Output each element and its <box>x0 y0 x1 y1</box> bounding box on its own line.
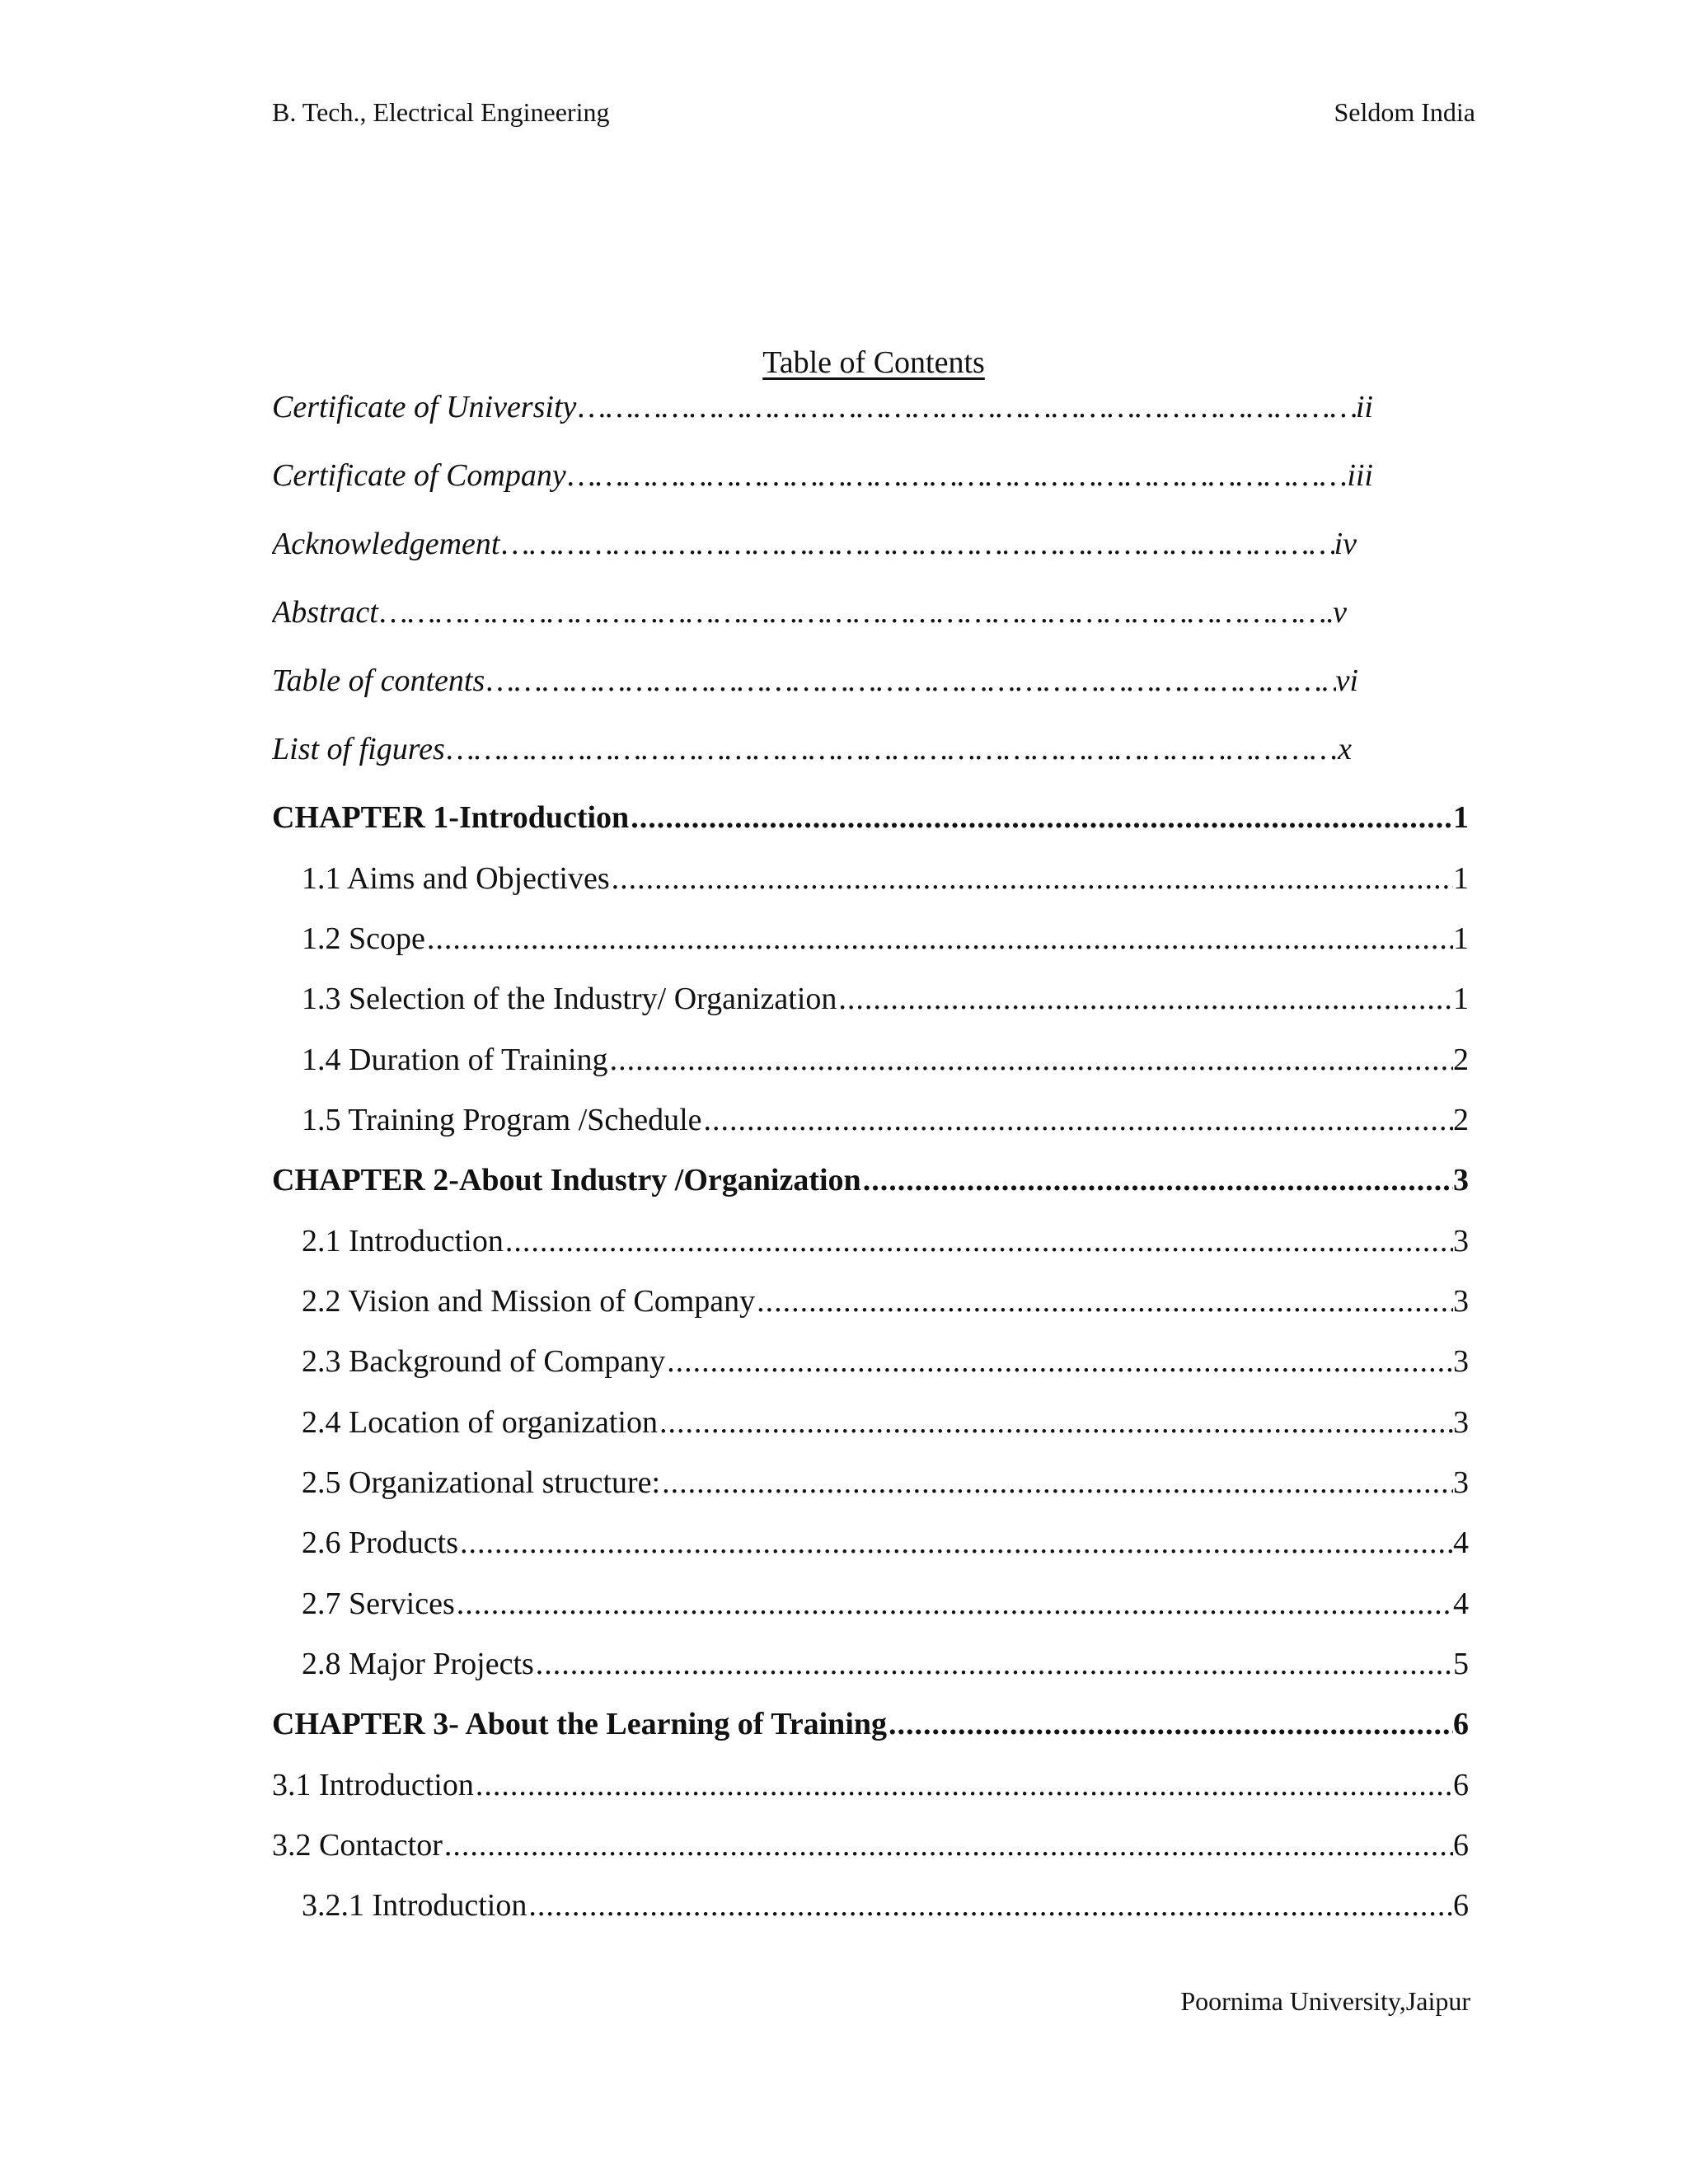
toc-entry-page: x <box>1338 732 1352 766</box>
dot-leader <box>608 1042 1453 1078</box>
toc-entry-label: Certificate of Company <box>272 458 566 493</box>
toc-entry-1-1[interactable] <box>302 860 1469 907</box>
toc-entry-2-6[interactable] <box>302 1525 1469 1571</box>
dot-leader <box>425 921 1453 957</box>
toc-entry-page: 3 <box>1453 1405 1469 1440</box>
toc-entry-page: 6 <box>1453 1828 1469 1863</box>
toc-entry-1-2[interactable] <box>302 921 1469 967</box>
toc-entry-label: 2.4 Location of organization <box>302 1405 658 1440</box>
dot-leader <box>499 526 1334 562</box>
toc-entry-label: CHAPTER 2-About Industry /Organization <box>272 1163 861 1197</box>
dot-leader <box>610 860 1453 897</box>
toc-entry-list-of-figures[interactable] <box>272 731 1352 777</box>
toc-entry-1-5[interactable] <box>302 1102 1469 1148</box>
toc-entry-2-5[interactable] <box>302 1465 1469 1511</box>
toc-entry-acknowledgement[interactable] <box>272 526 1357 572</box>
toc-entry-abstract[interactable] <box>272 594 1347 640</box>
toc-entry-page: 4 <box>1453 1526 1469 1560</box>
dot-leader <box>378 594 1333 630</box>
toc-entry-2-8[interactable] <box>302 1646 1469 1692</box>
dot-leader <box>861 1162 1453 1198</box>
dot-leader <box>629 799 1453 836</box>
toc-entry-2-3[interactable] <box>302 1343 1469 1390</box>
toc-entry-certificate-company[interactable] <box>272 457 1373 504</box>
toc-entry-2-2[interactable] <box>302 1283 1469 1329</box>
toc-entry-label: 1.4 Duration of Training <box>302 1043 608 1077</box>
toc-entry-page: 2 <box>1453 1043 1469 1077</box>
toc-entry-page: 2 <box>1453 1103 1469 1137</box>
toc-entry-table-of-contents[interactable] <box>272 663 1358 709</box>
dot-leader <box>658 1404 1453 1441</box>
toc-entry-label: 3.2.1 Introduction <box>302 1888 528 1923</box>
dot-leader <box>504 1223 1453 1259</box>
toc-entry-1-4[interactable] <box>302 1042 1469 1088</box>
toc-entry-label: 1.2 Scope <box>302 921 425 956</box>
toc-chapter-1[interactable] <box>272 799 1469 846</box>
toc-entry-page: vi <box>1335 663 1358 698</box>
toc-title: Table of Contents <box>762 345 985 380</box>
toc-entry-page: 1 <box>1453 982 1469 1016</box>
toc-entry-label: 1.3 Selection of the Industry/ Organization <box>302 982 837 1016</box>
dot-leader <box>527 1887 1453 1924</box>
toc-entry-page: 6 <box>1453 1768 1469 1802</box>
toc-entry-label: 2.8 Major Projects <box>302 1647 534 1681</box>
toc-entry-label: 2.5 Organizational structure: <box>302 1465 661 1500</box>
toc-entry-label: Abstract <box>272 595 378 630</box>
running-header-right: Seldom India <box>1334 97 1475 127</box>
toc-entry-page: 6 <box>1453 1888 1469 1923</box>
toc-entry-label: List of figures <box>272 732 445 766</box>
toc-chapter-2[interactable] <box>272 1162 1469 1208</box>
toc-entry-page: 3 <box>1453 1465 1469 1500</box>
dot-leader <box>576 389 1356 425</box>
dot-leader <box>837 981 1453 1017</box>
toc-entry-page: 3 <box>1453 1224 1469 1258</box>
toc-entry-label: 1.1 Aims and Objectives <box>302 861 610 896</box>
toc-entry-page: 3 <box>1453 1344 1469 1379</box>
toc-entry-label: Acknowledgement <box>272 527 500 561</box>
toc-entry-label: CHAPTER 3- About the Learning of Training <box>272 1707 888 1741</box>
toc-entry-page: 3 <box>1453 1163 1469 1197</box>
dot-leader <box>443 1827 1453 1863</box>
toc-entry-page: 3 <box>1453 1284 1469 1319</box>
dot-leader <box>660 1465 1453 1501</box>
toc-entry-page: 1 <box>1453 921 1469 956</box>
toc-entry-3-2[interactable] <box>272 1827 1469 1873</box>
toc-entry-label: 3.1 Introduction <box>272 1768 474 1802</box>
toc-entry-label: 2.6 Products <box>302 1526 458 1560</box>
toc-entry-page: 4 <box>1453 1586 1469 1621</box>
toc-entry-3-1[interactable] <box>272 1767 1469 1813</box>
toc-entry-2-1[interactable] <box>302 1223 1469 1269</box>
toc-entry-page: 1 <box>1453 800 1469 835</box>
toc-entry-label: Table of contents <box>272 663 485 698</box>
toc-entry-2-4[interactable] <box>302 1404 1469 1451</box>
toc-entry-page: 1 <box>1453 861 1469 896</box>
dot-leader <box>474 1767 1453 1803</box>
dot-leader <box>665 1343 1453 1380</box>
toc-entry-page: 5 <box>1453 1647 1469 1681</box>
dot-leader <box>566 457 1348 494</box>
toc-entry-page: iii <box>1347 458 1373 493</box>
dot-leader <box>534 1646 1453 1682</box>
toc-entry-label: 3.2 Contactor <box>272 1828 443 1863</box>
dot-leader <box>458 1525 1453 1561</box>
toc-entry-3-2-1[interactable] <box>302 1887 1469 1933</box>
dot-leader <box>445 731 1338 767</box>
toc-entry-label: 2.1 Introduction <box>302 1224 504 1258</box>
dot-leader <box>702 1102 1453 1138</box>
dot-leader <box>455 1586 1453 1622</box>
running-footer: Poornima University,Jaipur <box>1180 1986 1470 2016</box>
toc-entry-page: v <box>1333 595 1347 630</box>
dot-leader <box>755 1283 1453 1319</box>
dot-leader <box>485 663 1335 699</box>
toc-entry-certificate-university[interactable] <box>272 389 1373 435</box>
toc-entry-page: 6 <box>1453 1707 1469 1741</box>
toc-entry-page: ii <box>1355 390 1373 424</box>
toc-entry-label: 2.2 Vision and Mission of Company <box>302 1284 756 1319</box>
toc-entry-1-3[interactable] <box>302 981 1469 1027</box>
toc-entry-label: CHAPTER 1-Introduction <box>272 800 630 835</box>
running-header-left: B. Tech., Electrical Engineering <box>272 97 610 127</box>
toc-entry-label: Certificate of University <box>272 390 577 424</box>
toc-entry-label: 2.3 Background of Company <box>302 1344 666 1379</box>
toc-entry-label: 2.7 Services <box>302 1586 455 1621</box>
toc-entry-2-7[interactable] <box>302 1586 1469 1632</box>
dot-leader <box>887 1706 1453 1742</box>
toc-entry-label: 1.5 Training Program /Schedule <box>302 1103 702 1137</box>
toc-chapter-3[interactable] <box>272 1706 1469 1752</box>
toc-entry-page: iv <box>1334 527 1357 561</box>
